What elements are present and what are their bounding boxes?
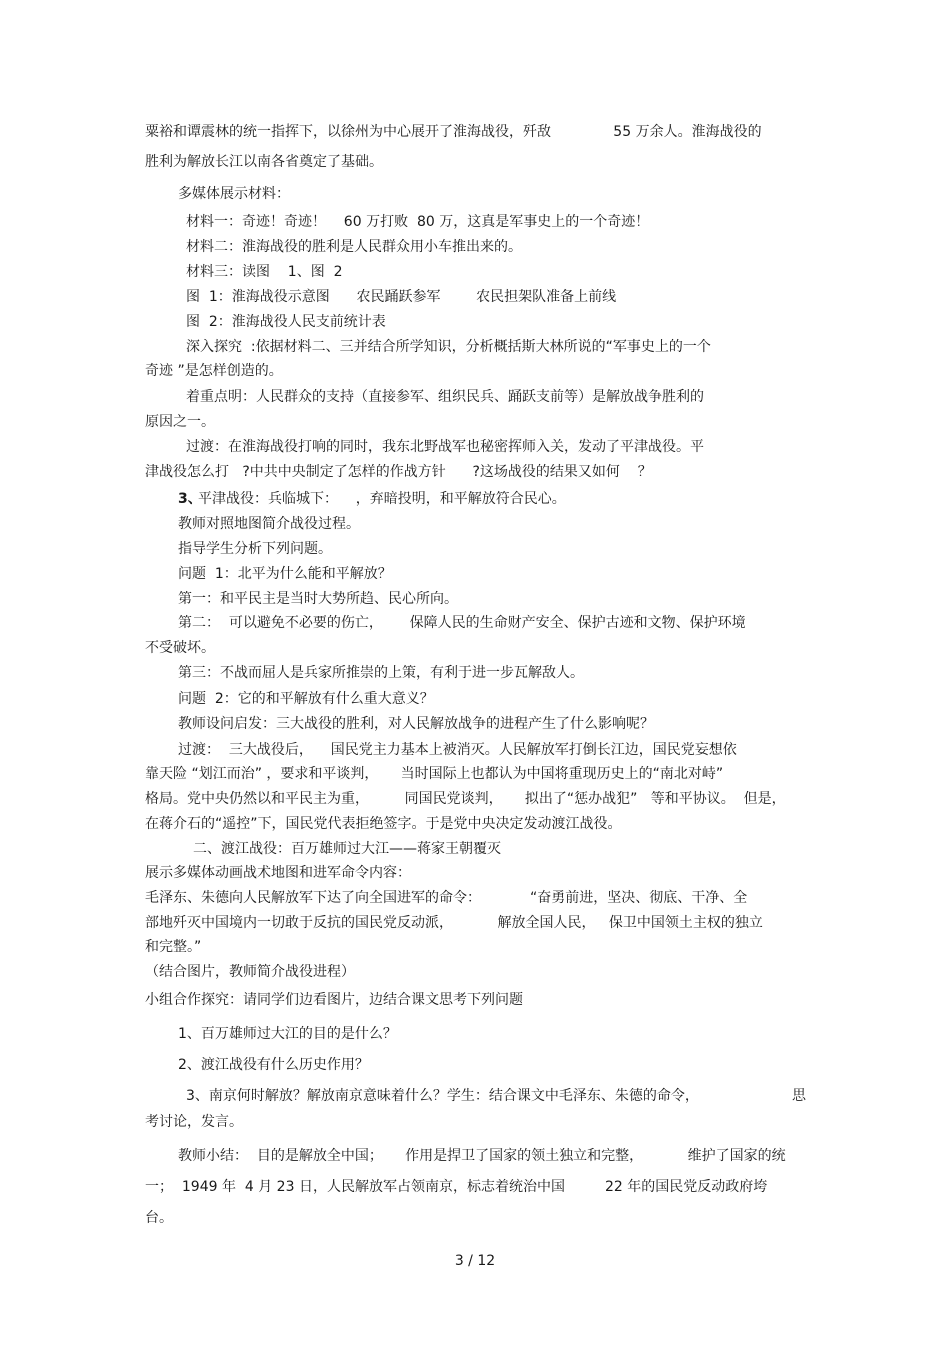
text-line: 教师对照地图简介战役过程。 [178, 516, 360, 532]
text-line: 图 2：淮海战役人民支前统计表 [186, 314, 386, 330]
text-line: 第三：不战而屈人是兵家所推崇的上策，有利于进一步瓦解敌人。 [178, 665, 584, 681]
text-line: 展示多媒体动画战术地图和进军命令内容： [145, 865, 411, 881]
text-line: 部地歼灭中国境内一切敢于反抗的国民党反动派， 解放全国人民， 保卫中国领土主权的独立 [145, 915, 763, 931]
text-line: 粟裕和谭震林的统一指挥下，以徐州为中心展开了淮海战役，歼敌 55 万余人。淮海战役的 [145, 124, 762, 140]
text-line: 问题 2：它的和平解放有什么重大意义？ [178, 691, 434, 707]
text-line: 问题 1：北平为什么能和平解放？ [178, 566, 392, 582]
text-line: 台。 [145, 1210, 173, 1226]
section-heading: 二、渡江战役：百万雄师过大江——蒋家王朝覆灭 [193, 841, 501, 857]
text-line: 图 1：淮海战役示意图 农民踊跃参军 农民担架队准备上前线 [186, 289, 617, 305]
text-line: 第一：和平民主是当时大势所趋、民心所向。 [178, 591, 458, 607]
text-line: （结合图片，教师简介战役进程） [145, 964, 355, 980]
text-line: 在蒋介石的“遥控”下，国民党代表拒绝签字。于是党中央决定发动渡江战役。 [145, 816, 622, 832]
text-line: 原因之一。 [145, 414, 215, 430]
text-line: 3、南京何时解放？解放南京意味着什么？学生：结合课文中毛泽东、朱德的命令， [186, 1088, 699, 1104]
text-line: 津战役怎么打 ?中共中央制定了怎样的作战方针 ?这场战役的结果又如何 ？ [145, 464, 652, 480]
text-line: 奇迹 ”是怎样创造的。 [145, 363, 283, 379]
text-line: 考讨论，发言。 [145, 1114, 243, 1130]
text-line: 教师设问启发：三大战役的胜利，对人民解放战争的进程产生了什么影响呢？ [178, 716, 654, 732]
text-line: 深入探究 :依据材料二、三并结合所学知识，分析概括斯大林所说的“军事史上的一个 [186, 339, 711, 355]
text-line: 教师小结： 目的是解放全中国； 作用是捍卫了国家的领土独立和完整， 维护了国家的统 [178, 1148, 786, 1164]
text-line: 小组合作探究：请同学们边看图片，边结合课文思考下列问题 [145, 992, 523, 1008]
text-line: 多媒体展示材料： [178, 186, 290, 202]
text-line: 材料三：读图 1、图 2 [186, 264, 343, 280]
text-line: 一； 1949 年 4 月 23 日，人民解放军占领南京，标志着统治中国 22 年的国民党反动政府垮 [145, 1179, 768, 1195]
text-line: 材料二：淮海战役的胜利是人民群众用小车推出来的。 [186, 239, 522, 255]
page-number: 3 / 12 [454, 1253, 496, 1269]
section-number: 3、 [178, 491, 202, 507]
text-line: 第二： 可以避免不必要的伤亡， 保障人民的生命财产安全、保护古迹和文物、保护环境 [178, 615, 746, 631]
text-line: 思 [792, 1088, 806, 1104]
section-heading: 平津战役：兵临城下： ，弃暗投明，和平解放符合民心。 [198, 491, 566, 507]
text-line: 材料一：奇迹！奇迹！ 60 万打败 80 万，这真是军事史上的一个奇迹！ [186, 214, 650, 230]
text-line: 靠天险 “划江而治” ，要求和平谈判， 当时国际上也都认为中国将重现历史上的“南北对峙” [145, 766, 724, 782]
text-line: 格局。党中央仍然以和平民主为重， 同国民党谈判， 拟出了“惩办战犯” 等和平协议。 但是， [145, 791, 786, 807]
text-line: 指导学生分析下列问题。 [178, 541, 332, 557]
text-line: 2、渡江战役有什么历史作用？ [178, 1057, 369, 1073]
text-line: 毛泽东、朱德向人民解放军下达了向全国进军的命令： “奋勇前进，坚决、彻底、干净、全 [145, 890, 748, 906]
text-line: 胜利为解放长江以南各省奠定了基础。 [145, 154, 383, 170]
text-line: 不受破坏。 [145, 640, 215, 656]
text-line: 着重点明：人民群众的支持（直接参军、组织民兵、踊跃支前等）是解放战争胜利的 [186, 389, 704, 405]
text-line: 和完整。” [145, 939, 202, 955]
text-line: 过渡： 三大战役后， 国民党主力基本上被消灭。人民解放军打倒长江边，国民党妄想依 [178, 742, 737, 758]
text-line: 过渡：在淮海战役打响的同时，我东北野战军也秘密挥师入关，发动了平津战役。平 [186, 439, 704, 455]
text-line: 1、百万雄师过大江的目的是什么？ [178, 1026, 397, 1042]
